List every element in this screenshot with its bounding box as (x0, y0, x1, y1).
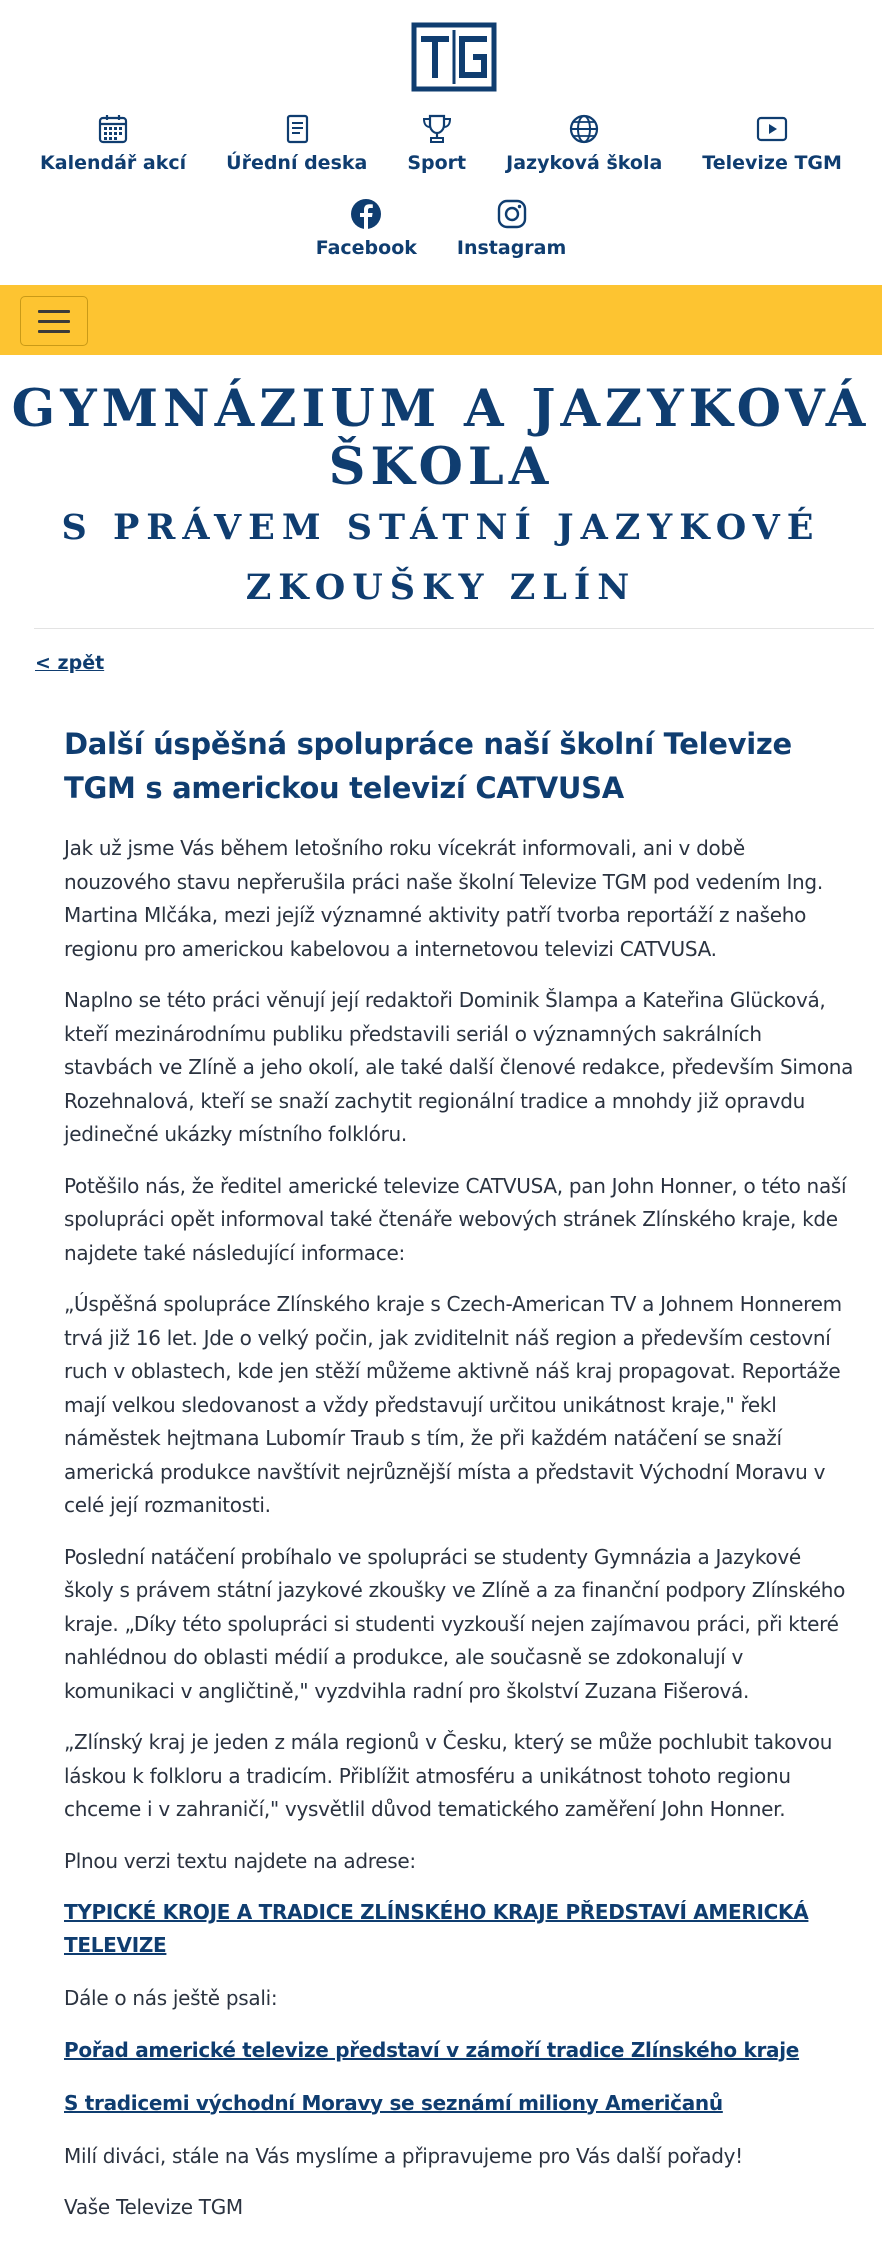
facebook-icon (349, 197, 383, 231)
back-link[interactable]: < zpět (35, 652, 105, 674)
document-icon (280, 112, 314, 146)
instagram-icon (495, 197, 529, 231)
nav-label: Úřední deska (226, 152, 368, 174)
school-subtitle-line2: ZKOUŠKY ZLÍN (245, 567, 637, 608)
nav-label: Sport (407, 152, 467, 174)
globe-icon (567, 112, 601, 146)
nav-calendar[interactable] (40, 112, 186, 174)
nav-label: Jazyková škola (506, 152, 663, 174)
school-subtitle-line1: S PRÁVEM STÁTNÍ JAZYKOVÉ (61, 507, 821, 548)
nav-language-school[interactable] (506, 112, 662, 174)
article-paragraph: „Úspěšná spolupráce Zlínského kraje s Czech-American TV a Johnem Honnerem trvá již 16 let. Jde o velký počin, jak zviditelnit náš region a především cestovní ruch v oblastech, kde jen stěží můžeme aktivně náš kraj propagovat. Reportáže mají velkou sledovanost a vždy představují určitou unikátnost kraje," řekl náměstek hejtmana Lubomír Traub s tím, že při každém natáčení se snaží americká produkce navštívit nejrůznější místa a představit Východní Moravu v celé její rozmanitosti. (64, 1292, 842, 1517)
closing-text: Milí diváci, stále na Vás myslíme a připravujeme pro Vás další pořady! (64, 2143, 743, 2168)
article-paragraph: „Zlínský kraj je jeden z mála regionů v Česku, který se může pochlubit takovou láskou k folkloru a tradicím. Přiblížit atmosféru a unikátnost tohoto regionu chceme i v zahraničí," vysvětlil důvod tematického zaměření John Honner. (64, 1730, 833, 1821)
hamburger-icon-line (38, 320, 70, 323)
hamburger-icon-line (38, 330, 70, 333)
nav-facebook[interactable] (316, 197, 417, 259)
article-title: Další úspěšná spolupráce naší školní Televize TGM s americkou televizí CATVUSA (64, 727, 792, 805)
nav-official-board[interactable] (226, 112, 367, 174)
article-paragraph: Naplno se této práci věnují její redaktoři Dominik Šlampa a Kateřina Glücková, kteří mezinárodnímu publiku představili seriál o významných sakrálních stavbách ve Zlíně a jeho okolí, ale také další členové redakce, především Simona Rozehnalová, kteří se snaží zachytit regionální tradice a mnohdy již opravdu jedinečné ukázky místního folklóru. (64, 988, 854, 1146)
more-intro: Dále o nás ještě psali: (64, 1986, 278, 2010)
full-text-link[interactable]: TYPICKÉ KROJE A TRADICE ZLÍNSKÉHO KRAJE PŘEDSTAVÍ AMERICKÁ TELEVIZE (64, 1900, 809, 1957)
school-name-line2: ŠKOLA (328, 437, 554, 497)
play-icon (755, 112, 789, 146)
social-nav (0, 197, 882, 259)
menu-toggle-button[interactable] (20, 296, 88, 346)
school-title (0, 380, 882, 616)
signature: Vaše Televize TGM (64, 2195, 243, 2219)
nav-sport[interactable] (407, 112, 466, 174)
nav-label: Instagram (456, 237, 567, 259)
article-paragraph: Plnou verzi textu najdete na adrese: (64, 1848, 416, 1873)
divider (34, 628, 874, 629)
article-paragraph: Potěšilo nás, že ředitel americké televize CATVUSA, pan John Honner, o této naší spolupráci opět informoval také čtenáře webových stránek Zlínského kraje, kde najdete také následující informace: (64, 1173, 847, 1265)
main-nav (0, 112, 882, 174)
nav-label: Kalendář akcí (40, 152, 187, 174)
nav-instagram[interactable] (457, 197, 566, 259)
nav-label: Facebook (315, 237, 417, 259)
article-paragraph: Poslední natáčení probíhalo ve spolupráci se studenty Gymnázia a Jazykové školy s právem státní jazykové zkoušky ve Zlíně a za finanční podpory Zlínského kraje. „Díky této spolupráci si studenti vyzkouší nejen zajímavou práci, při které nahlédnou do oblasti médií a produkce, ale současně se zdokonalují v komunikaci v angličtině," vyzdvihla radní pro školství Zuzana Fišerová. (64, 1544, 846, 1703)
nav-tv-tgm[interactable] (702, 112, 842, 174)
school-logo[interactable] (411, 22, 497, 92)
article (64, 722, 854, 2243)
calendar-icon (96, 112, 130, 146)
article-paragraph: Jak už jsme Vás během letošního roku vícekrát informovali, ani v době nouzového stavu nepřerušila práci naše školní Televize TGM pod vedením Ing. Martina Mlčáka, mezi jejíž významné aktivity patří tvorba reportáží z našeho regionu pro americkou kabelovou a internetovou televizi CATVUSA. (64, 836, 823, 961)
press-link[interactable]: Pořad americké televize představí v zámoří tradice Zlínského kraje (64, 2037, 800, 2062)
site-header (0, 0, 882, 285)
menu-bar (0, 285, 882, 355)
trophy-icon (420, 112, 454, 146)
hamburger-icon-line (38, 310, 70, 313)
press-link[interactable]: S tradicemi východní Moravy se seznámí miliony Američanů (64, 2090, 723, 2115)
nav-label: Televize TGM (702, 152, 842, 174)
school-name-line1: GYMNÁZIUM A JAZYKOVÁ (11, 379, 871, 439)
